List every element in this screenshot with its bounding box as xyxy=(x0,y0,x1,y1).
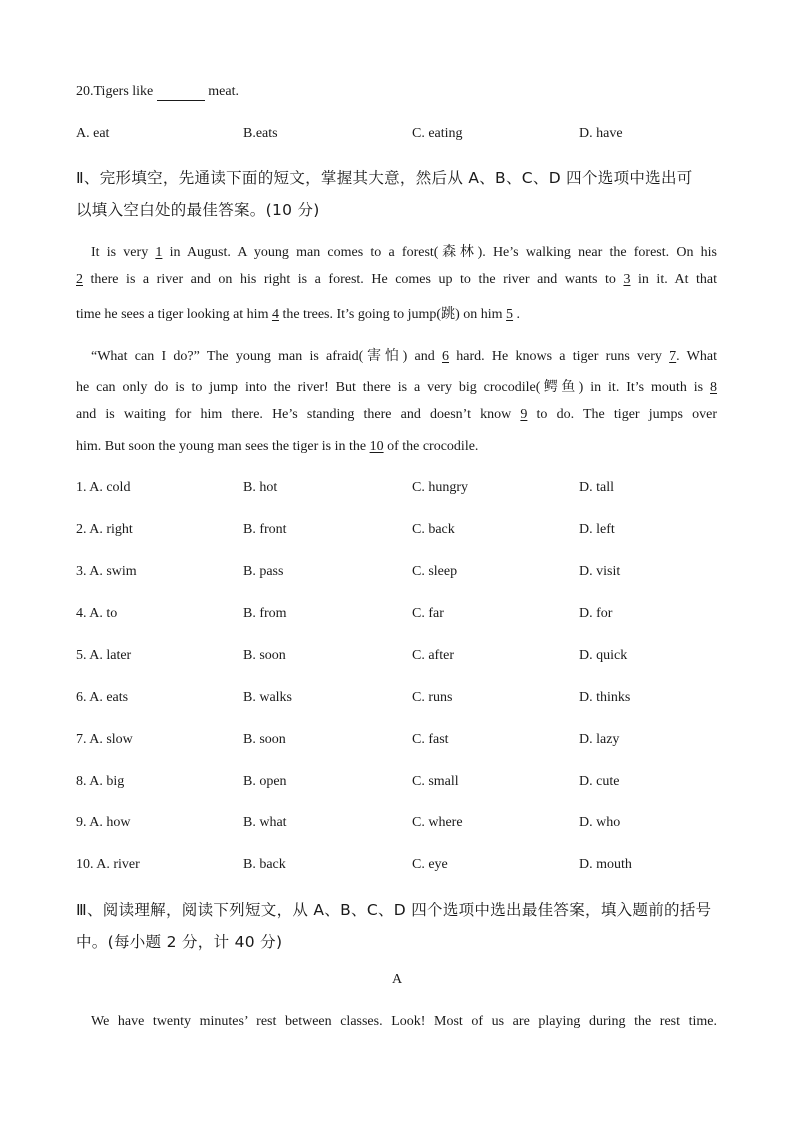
option-c: C. where xyxy=(412,815,463,830)
cloze-option-row xyxy=(76,480,736,498)
option-c: C. eye xyxy=(412,857,448,872)
cloze-option-row xyxy=(76,774,736,792)
blank-number: 5 xyxy=(506,307,514,322)
option-b: B. soon xyxy=(243,648,286,663)
option-c: C. eating xyxy=(412,126,463,141)
option-d: D. visit xyxy=(579,564,621,579)
option-c: C. small xyxy=(412,774,459,789)
cloze-option-row xyxy=(76,815,736,833)
blank-number: 1 xyxy=(155,245,163,260)
option-a: 4. A. to xyxy=(76,606,118,621)
option-d: D. left xyxy=(579,522,615,537)
passage-line: 2 there is a river and on his right is a forest. He comes up to the river and wants to 3 in it. At that xyxy=(76,272,718,287)
option-a: 6. A. eats xyxy=(76,690,129,705)
passage-line: him. But soon the young man sees the tiger is in the 10 of the crocodile. xyxy=(76,439,479,454)
option-c: C. hungry xyxy=(412,480,468,495)
option-b: B. open xyxy=(243,774,287,789)
option-d: D. quick xyxy=(579,648,628,663)
blank-number: 4 xyxy=(271,307,279,322)
option-c: C. runs xyxy=(412,690,453,705)
option-d: D. tall xyxy=(579,480,614,495)
blank-number: 9 xyxy=(520,407,528,422)
blank-number: 8 xyxy=(710,380,717,395)
question-20-stem: 20.Tigers like meat. xyxy=(76,84,239,99)
option-b: B. front xyxy=(243,522,287,537)
cloze-option-row xyxy=(76,690,736,708)
option-b: B. soon xyxy=(243,732,286,747)
option-d: D. lazy xyxy=(579,732,620,747)
option-b: B.eats xyxy=(243,126,278,141)
option-a: 9. A. how xyxy=(76,815,131,830)
option-a: 7. A. slow xyxy=(76,732,133,747)
passage-a-label: A xyxy=(391,972,403,987)
option-a: A. eat xyxy=(76,126,110,141)
option-d: D. mouth xyxy=(579,857,632,872)
option-c: C. after xyxy=(412,648,454,663)
section-3-heading-line-2: 中。(每小题 2 分，计 40 分) xyxy=(76,933,283,951)
section-2-heading-line-1: Ⅱ、完形填空，先通读下面的短文，掌握其大意，然后从 A、B、C、D 四个选项中选出可 xyxy=(76,169,693,187)
passage-a-line: We have twenty minutes’ rest between classes. Look! Most of us are playing during the rest time. xyxy=(91,1014,717,1029)
option-d: D. who xyxy=(579,815,621,830)
cloze-option-row xyxy=(76,522,736,540)
option-d: D. thinks xyxy=(579,690,631,705)
question-20-options xyxy=(76,126,736,144)
option-b: B. from xyxy=(243,606,287,621)
option-c: C. sleep xyxy=(412,564,458,579)
option-d: D. for xyxy=(579,606,613,621)
option-b: B. what xyxy=(243,815,287,830)
blank-number: 3 xyxy=(623,272,631,287)
cloze-option-row xyxy=(76,732,736,750)
section-3-heading-line-1: Ⅲ、阅读理解，阅读下列短文，从 A、B、C、D 四个选项中选出最佳答案，填入题前的括号 xyxy=(76,901,712,919)
option-c: C. back xyxy=(412,522,455,537)
option-a: 3. A. swim xyxy=(76,564,137,579)
option-a: 1. A. cold xyxy=(76,480,131,495)
option-c: C. fast xyxy=(412,732,449,747)
option-a: 5. A. later xyxy=(76,648,132,663)
section-2-heading-line-2: 以填入空白处的最佳答案。(10 分) xyxy=(76,201,320,219)
option-b: B. back xyxy=(243,857,286,872)
blank-number: 10 xyxy=(369,439,384,454)
blank-number: 2 xyxy=(76,272,83,287)
option-b: B. hot xyxy=(243,480,278,495)
passage-line: time he sees a tiger looking at him 4 the trees. It’s going to jump(跳) on him 5 . xyxy=(76,307,521,322)
passage-line: “What can I do?” The young man is afraid(害怕) and 6 hard. He knows a tiger runs very 7. What xyxy=(91,349,717,364)
blank-number: 6 xyxy=(442,349,449,364)
option-a: 8. A. big xyxy=(76,774,125,789)
cloze-option-row xyxy=(76,648,736,666)
option-c: C. far xyxy=(412,606,444,621)
option-b: B. pass xyxy=(243,564,284,579)
option-d: D. have xyxy=(579,126,623,141)
answer-blank xyxy=(157,84,205,101)
blank-number: 7 xyxy=(669,349,677,364)
cloze-option-row xyxy=(76,606,736,624)
option-a: 10. A. river xyxy=(76,857,140,872)
passage-line: and is waiting for him there. He’s standing there and doesn’t know 9 to do. The tiger jumps over xyxy=(76,407,717,422)
cloze-option-row xyxy=(76,857,736,875)
option-d: D. cute xyxy=(579,774,620,789)
passage-line: he can only do is to jump into the river! But there is a very big crocodile(鳄鱼) in it. It’s mouth is 8 xyxy=(76,380,717,395)
option-a: 2. A. right xyxy=(76,522,133,537)
option-b: B. walks xyxy=(243,690,292,705)
passage-line: It is very 1 in August. A young man comes to a forest(森林). He’s walking near the forest. On his xyxy=(91,245,718,260)
cloze-option-row xyxy=(76,564,736,582)
